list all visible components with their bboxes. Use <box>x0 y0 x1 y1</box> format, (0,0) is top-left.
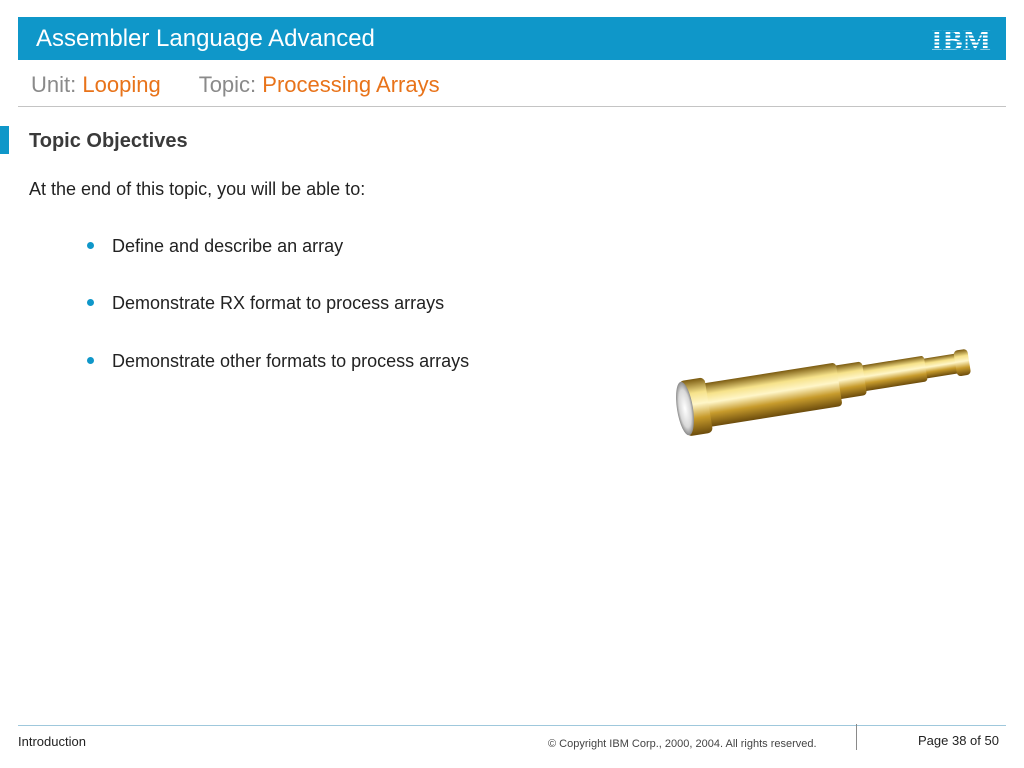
bullet-icon <box>87 357 94 364</box>
telescope-icon <box>672 338 984 444</box>
svg-text:IBM: IBM <box>931 25 991 53</box>
objective-text: Demonstrate other formats to process arrays <box>112 351 470 371</box>
heading-accent-bar <box>0 126 9 154</box>
unit-label: Unit: <box>31 72 77 97</box>
ibm-logo <box>928 25 994 53</box>
bullet-icon <box>87 242 94 249</box>
footer-vertical-divider <box>856 724 857 750</box>
page-number: Page 38 of 50 <box>918 733 999 748</box>
header-divider <box>18 106 1006 107</box>
footer-divider-line <box>18 725 1006 726</box>
footer-copyright: © Copyright IBM Corp., 2000, 2004. All rights reserved. <box>548 738 817 750</box>
objective-text: Define and describe an array <box>112 236 344 256</box>
intro-text: At the end of this topic, you will be able to: <box>29 179 366 199</box>
topic-value: Processing Arrays <box>262 72 440 97</box>
unit-value: Looping <box>82 72 161 97</box>
course-title: Assembler Language Advanced <box>36 25 375 52</box>
unit-topic-line <box>31 72 440 98</box>
topic-label: Topic: <box>198 72 257 97</box>
bullet-icon <box>87 299 94 306</box>
section-heading: Topic Objectives <box>29 130 188 152</box>
footer-section: Introduction <box>18 734 86 749</box>
objective-text: Demonstrate RX format to process arrays <box>112 293 445 313</box>
title-banner <box>18 17 1006 60</box>
